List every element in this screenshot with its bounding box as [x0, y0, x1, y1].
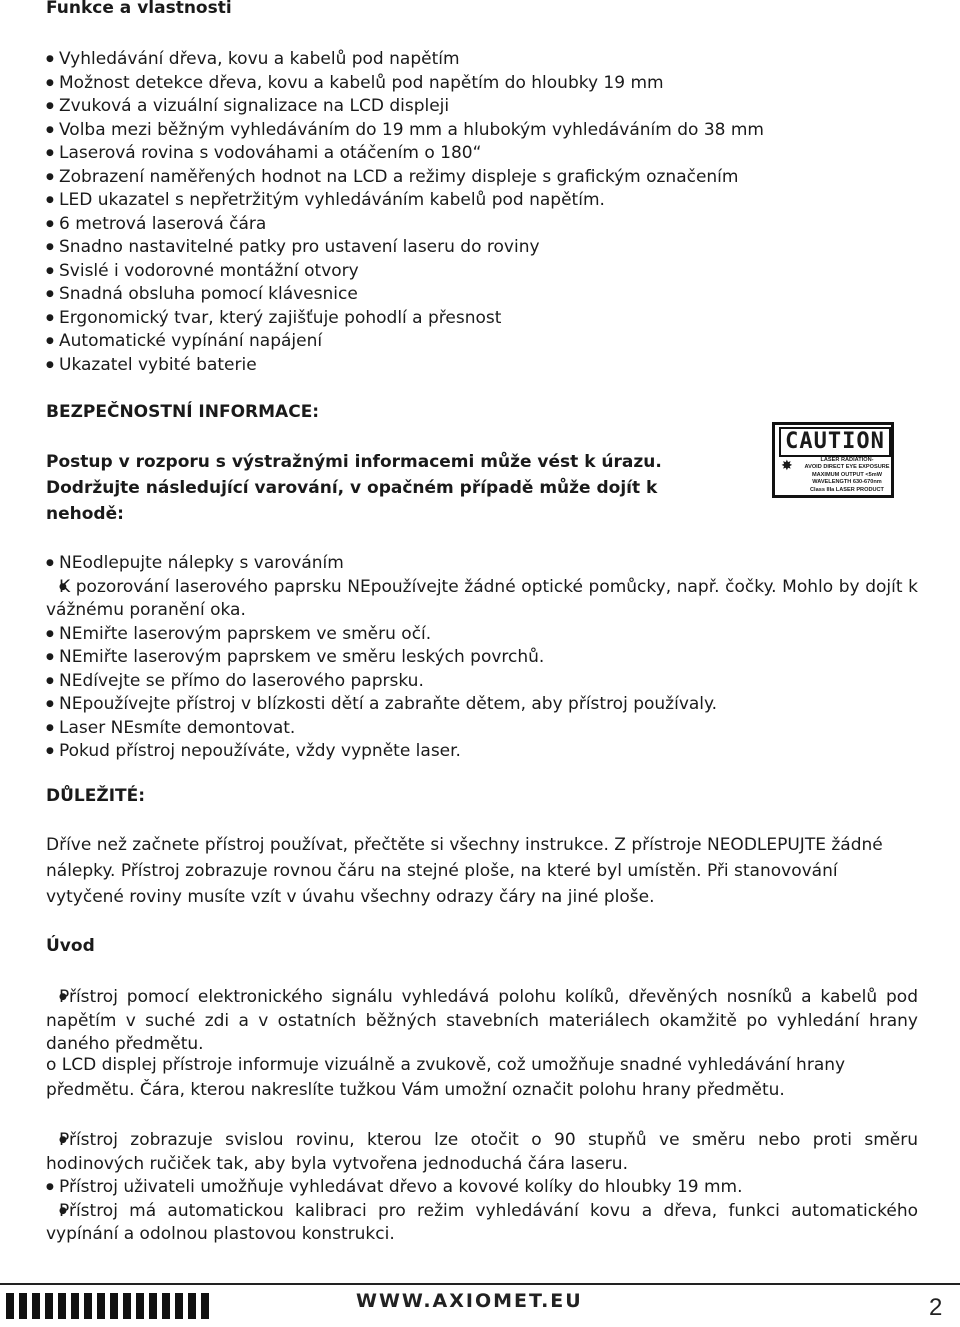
laser-starburst-icon: ✸ [781, 458, 793, 474]
warnings-list [46, 552, 918, 764]
list-item: ● K pozorování laserového paprsku NEpoužívejte žádné optické pomůcky, např. čočky. Mohlo by dojít k vážnému poranění oka. [46, 576, 918, 623]
caution-text: LASER RADIATION- AVOID DIRECT EYE EXPOSURE MAXIMUM OUTPUT <5mW WAVELENGTH 630-670nm Class IIIa LASER PRODUCT [804, 457, 890, 493]
footer-url: WWW.AXIOMET.EU [356, 1290, 583, 1312]
list-item: ● Zobrazení naměřených hodnot na LCD a režimy displeje s grafickým označením [46, 166, 926, 190]
list-item: ● Laser NEsmíte demontovat. [46, 717, 918, 741]
warning-text: Postup v rozporu s výstražnými informacemi může vést k úrazu. Dodržujte následující varování, v opačném případě může dojít k nehodě: [46, 452, 662, 524]
list-item: ● NEmiřte laserovým paprskem ve směru leských povrchů. [46, 646, 918, 670]
section-title: Funkce a vlastnosti [46, 0, 232, 18]
list-item: ● Ergonomický tvar, který zajišťuje pohodlí a přesnost [46, 307, 926, 331]
list-item: ● NEmiřte laserovým paprskem ve směru očí. [46, 623, 918, 647]
intro-list-2 [46, 1129, 918, 1247]
features-list [46, 48, 926, 377]
list-item: ● NEodlepujte nálepky s varováním [46, 552, 918, 576]
list-item: ● 6 metrová laserová čára [46, 213, 926, 237]
list-item: ● Snadná obsluha pomocí klávesnice [46, 283, 926, 307]
list-item: ● Zvuková a vizuální signalizace na LCD displeji [46, 95, 926, 119]
list-item: ● Přístroj uživateli umožňuje vyhledávat dřevo a kovové kolíky do hloubky 19 mm. [46, 1176, 918, 1200]
list-item: ● Přístroj pomocí elektronického signálu vyhledává polohu kolíků, dřevěných nosníků a kabelů pod napětím v suché zdi a v ostatních běžných stavebních materiálech okamžitě po vyhledání hrany daného předmětu. [46, 986, 918, 1057]
list-item: ● NEpoužívejte přístroj v blízkosti dětí a zabraňte dětem, aby přístroj používaly. [46, 693, 918, 717]
list-item: ● LED ukazatel s nepřetržitým vyhledáváním kabelů pod napětím. [46, 189, 926, 213]
list-item: ● NEdívejte se přímo do laserového paprsku. [46, 670, 918, 694]
list-item: ● Možnost detekce dřeva, kovu a kabelů pod napětím do hloubky 19 mm [46, 72, 926, 96]
page-number: 2 [929, 1294, 943, 1321]
list-item: ● Přístroj zobrazuje svislou rovinu, kterou lze otočit o 90 stupňů ve směru nebo proti směru hodinových ručiček tak, aby byla vytvořena jednoduchá čára laseru. [46, 1129, 918, 1176]
list-item: ● Pokud přístroj nepoužíváte, vždy vypněte laser. [46, 740, 918, 764]
important-text: Dříve než začnete přístroj používat, přečtěte si všechny instrukce. Z přístroje NEODLEPUJTE žádné nálepky. Přístroj zobrazuje rovnou čáru na stejné ploše, na které byl umístěn. Při stanovování vytyčené roviny musíte vzít v úvahu všechny odrazy čáry na jiné ploše. [46, 835, 883, 907]
caution-label [772, 422, 894, 498]
safety-heading: BEZPEČNOSTNÍ INFORMACE: [46, 402, 320, 422]
list-item: ● Svislé i vodorovné montážní otvory [46, 260, 926, 284]
important-heading: DŮLEŽITÉ: [46, 786, 146, 806]
list-item: ● Volba mezi běžným vyhledáváním do 19 mm a hlubokým vyhledáváním do 38 mm [46, 119, 926, 143]
intro-paragraph: o LCD displej přístroje informuje vizuálně a zvukově, což umožňuje snadné vyhledávání hrany předmětu. Čára, kterou nakreslíte tužkou Vám umožní označit polohu hrany předmětu. [46, 1055, 846, 1100]
list-item: ● Vyhledávání dřeva, kovu a kabelů pod napětím [46, 48, 926, 72]
footer-rule [0, 1283, 960, 1285]
barcode-logo [6, 1293, 214, 1319]
list-item: ● Přístroj má automatickou kalibraci pro režim vyhledávání kovu a dřeva, funkci automatického vypínání a odolnou plastovou konstrukci. [46, 1200, 918, 1247]
list-item: ● Snadno nastavitelné patky pro ustavení laseru do roviny [46, 236, 926, 260]
caution-word: CAUTION [779, 427, 891, 457]
intro-list-1 [46, 986, 918, 1057]
list-item: ● Ukazatel vybité baterie [46, 354, 926, 378]
list-item: ● Automatické vypínání napájení [46, 330, 926, 354]
list-item: ● Laserová rovina s vodováhami a otáčením o 180“ [46, 142, 926, 166]
intro-heading: Úvod [46, 936, 95, 956]
